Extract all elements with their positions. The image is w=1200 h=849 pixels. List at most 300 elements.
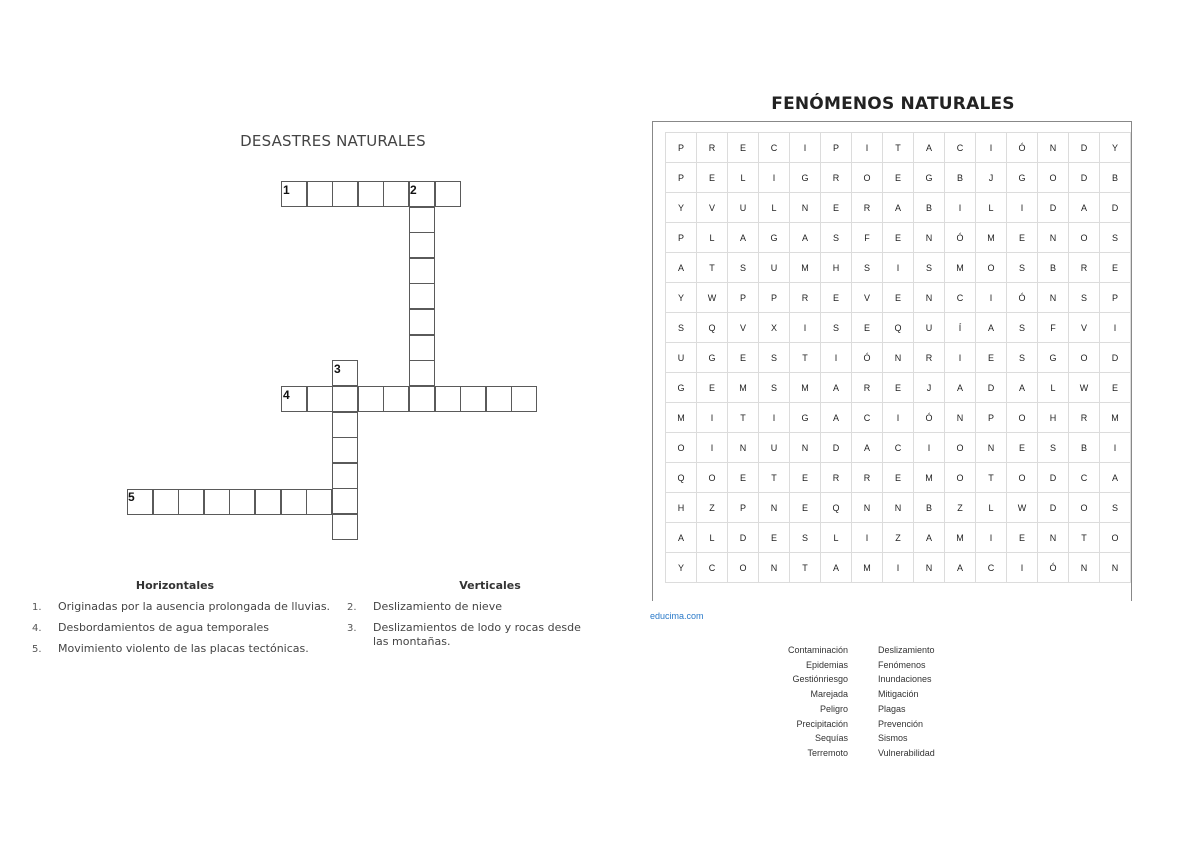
crossword-cell[interactable] [332, 437, 358, 463]
wordsearch-letter[interactable]: N [1069, 553, 1100, 583]
wordsearch-letter[interactable]: N [1038, 223, 1069, 253]
crossword-cell[interactable] [153, 489, 179, 515]
wordsearch-letter[interactable]: A [945, 373, 976, 403]
wordsearch-letter[interactable]: A [1100, 463, 1131, 493]
wordsearch-letter[interactable]: I [759, 403, 790, 433]
wordsearch-letter[interactable]: F [852, 223, 883, 253]
wordsearch-letter[interactable]: H [666, 493, 697, 523]
wordsearch-letter[interactable]: M [976, 223, 1007, 253]
wordsearch-letter[interactable]: T [1069, 523, 1100, 553]
vertical-clues [347, 600, 597, 656]
clue-num: 2. [347, 602, 357, 613]
wordsearch-letter[interactable]: R [1069, 253, 1100, 283]
crossword-cell[interactable] [307, 181, 333, 207]
clue-number-5: 5 [128, 490, 135, 504]
wordsearch-letter[interactable]: Ó [852, 343, 883, 373]
crossword-cell[interactable] [409, 283, 435, 309]
wordsearch-letter[interactable]: B [1100, 163, 1131, 193]
wordsearch-letter[interactable]: D [1100, 343, 1131, 373]
wordsearch-letter[interactable]: I [1100, 313, 1131, 343]
wordsearch-letter[interactable]: Ó [1007, 283, 1038, 313]
wordsearch-letter[interactable]: E [728, 133, 759, 163]
wordsearch-letter[interactable]: G [666, 373, 697, 403]
wordsearch-row [666, 283, 1131, 313]
wordsearch-letter[interactable]: I [945, 193, 976, 223]
wordsearch-letter[interactable]: O [1069, 493, 1100, 523]
wordsearch-letter[interactable]: C [759, 133, 790, 163]
wordsearch-letter[interactable]: E [821, 193, 852, 223]
wordsearch-letter[interactable]: U [728, 193, 759, 223]
word-item: Prevención [878, 718, 924, 729]
wordsearch-letter[interactable]: T [728, 403, 759, 433]
wordsearch-letter[interactable]: Z [883, 523, 914, 553]
wordsearch-letter[interactable]: J [976, 163, 1007, 193]
wordsearch-letter[interactable]: D [1069, 163, 1100, 193]
wordsearch-letter[interactable]: I [883, 553, 914, 583]
wordsearch-letter[interactable]: M [945, 523, 976, 553]
wordsearch-letter[interactable]: D [1038, 493, 1069, 523]
wordsearch-letter[interactable]: N [759, 493, 790, 523]
wordsearch-letter[interactable]: E [1100, 373, 1131, 403]
wordsearch-letter[interactable]: S [1069, 283, 1100, 313]
wordsearch-letter[interactable]: B [1038, 253, 1069, 283]
wordsearch-row [666, 463, 1131, 493]
wordsearch-letter[interactable]: P [821, 133, 852, 163]
wordsearch-letter[interactable]: S [821, 223, 852, 253]
wordsearch-letter[interactable]: S [821, 313, 852, 343]
wordsearch-letter[interactable]: T [759, 463, 790, 493]
wordsearch-letter[interactable]: P [759, 283, 790, 313]
wordsearch-letter[interactable]: Y [666, 193, 697, 223]
wordsearch-letter[interactable]: I [821, 343, 852, 373]
wordsearch-letter[interactable]: P [666, 133, 697, 163]
wordsearch-letter[interactable]: I [883, 403, 914, 433]
wordsearch-letter[interactable]: R [1069, 403, 1100, 433]
wordsearch-letter[interactable]: L [1038, 373, 1069, 403]
word-list-right [878, 643, 988, 761]
horizontal-heading: Horizontales [135, 579, 215, 592]
wordsearch-letter[interactable]: I [852, 133, 883, 163]
wordsearch-letter[interactable]: Í [945, 313, 976, 343]
wordsearch-row [666, 523, 1131, 553]
wordsearch-letter[interactable]: G [697, 343, 728, 373]
crossword-cell[interactable] [358, 181, 384, 207]
wordsearch-letter[interactable]: A [914, 133, 945, 163]
wordsearch-letter[interactable]: N [759, 553, 790, 583]
wordsearch-letter[interactable]: T [790, 343, 821, 373]
wordsearch-letter[interactable]: A [666, 253, 697, 283]
wordsearch-letter[interactable]: O [945, 433, 976, 463]
wordsearch-letter[interactable]: I [1007, 193, 1038, 223]
wordsearch-letter[interactable]: T [883, 133, 914, 163]
wordsearch-letter[interactable]: S [1100, 223, 1131, 253]
word-item: Inundaciones [878, 674, 932, 685]
wordsearch-letter[interactable]: O [728, 553, 759, 583]
wordsearch-row [666, 133, 1131, 163]
wordsearch-row [666, 343, 1131, 373]
wordsearch-letter[interactable]: B [914, 493, 945, 523]
wordsearch-letter[interactable]: L [728, 163, 759, 193]
wordsearch-letter[interactable]: R [821, 163, 852, 193]
wordsearch-letter[interactable]: V [852, 283, 883, 313]
wordsearch-letter[interactable]: G [790, 163, 821, 193]
wordsearch-letter[interactable]: C [945, 283, 976, 313]
clue-text: Originadas por la ausencia prolongada de lluvias. [58, 600, 331, 613]
wordsearch-letter[interactable]: S [1007, 313, 1038, 343]
wordsearch-letter[interactable]: O [852, 163, 883, 193]
wordsearch-frame [652, 121, 1132, 601]
wordsearch-letter[interactable]: V [1069, 313, 1100, 343]
crossword-cell[interactable] [409, 258, 435, 284]
wordsearch-letter[interactable]: N [976, 433, 1007, 463]
crossword-cell[interactable] [332, 412, 358, 438]
wordsearch-letter[interactable]: O [945, 463, 976, 493]
clue-number-2: 2 [410, 183, 417, 197]
wordsearch-letter[interactable]: R [790, 283, 821, 313]
wordsearch-letter[interactable]: A [821, 373, 852, 403]
wordsearch-letter[interactable]: R [697, 133, 728, 163]
wordsearch-letter[interactable]: D [821, 433, 852, 463]
crossword-cell[interactable] [281, 489, 307, 515]
wordsearch-letter[interactable]: Y [666, 283, 697, 313]
wordsearch-letter[interactable]: A [914, 523, 945, 553]
wordsearch-letter[interactable]: S [1007, 253, 1038, 283]
word-item: Sequías [814, 733, 848, 744]
crossword-cell[interactable] [409, 207, 435, 233]
wordsearch-letter[interactable]: A [1069, 193, 1100, 223]
wordsearch-letter[interactable]: L [697, 223, 728, 253]
wordsearch-letter[interactable]: M [790, 373, 821, 403]
wordsearch-letter[interactable]: D [728, 523, 759, 553]
wordsearch-letter[interactable]: E [883, 223, 914, 253]
word-item: Fenómenos [878, 659, 926, 670]
crossword-cell[interactable] [511, 386, 537, 412]
wordsearch-letter[interactable]: O [666, 433, 697, 463]
wordsearch-letter[interactable]: L [976, 493, 1007, 523]
wordsearch-letter[interactable]: N [1038, 133, 1069, 163]
wordsearch-letter[interactable]: M [666, 403, 697, 433]
clue-text: Desbordamientos de agua temporales [58, 621, 270, 634]
wordsearch-letter[interactable]: I [790, 133, 821, 163]
wordsearch-letter[interactable]: N [852, 493, 883, 523]
wordsearch-letter[interactable]: I [759, 163, 790, 193]
clue-num: 1. [32, 602, 42, 613]
wordsearch-letter[interactable]: R [914, 343, 945, 373]
wordsearch-letter[interactable]: S [852, 253, 883, 283]
wordsearch-letter[interactable]: N [883, 343, 914, 373]
wordsearch-letter[interactable]: P [1100, 283, 1131, 313]
wordsearch-letter[interactable]: N [790, 433, 821, 463]
wordsearch-letter[interactable]: N [790, 193, 821, 223]
wordsearch-letter[interactable]: N [914, 553, 945, 583]
word-item: Epidemias [805, 659, 848, 670]
wordsearch-letter[interactable]: E [728, 343, 759, 373]
wordsearch-letter[interactable]: E [976, 343, 1007, 373]
wordsearch-letter[interactable]: E [883, 463, 914, 493]
wordsearch-letter[interactable]: I [976, 133, 1007, 163]
wordsearch-letter[interactable]: E [821, 283, 852, 313]
wordsearch-letter[interactable]: E [1100, 253, 1131, 283]
wordsearch-letter[interactable]: I [852, 523, 883, 553]
crossword-cell[interactable] [358, 386, 384, 412]
wordsearch-letter[interactable]: I [883, 253, 914, 283]
wordsearch-letter[interactable]: E [697, 163, 728, 193]
wordsearch-letter[interactable]: T [697, 253, 728, 283]
wordsearch-letter[interactable]: B [914, 193, 945, 223]
crossword-cell[interactable] [306, 489, 332, 515]
wordsearch-letter[interactable]: B [945, 163, 976, 193]
wordsearch-letter[interactable]: D [1069, 133, 1100, 163]
wordsearch-letter[interactable]: A [790, 223, 821, 253]
wordsearch-letter[interactable]: M [790, 253, 821, 283]
wordsearch-row [666, 403, 1131, 433]
wordsearch-letter[interactable]: E [1007, 433, 1038, 463]
wordsearch-letter[interactable]: N [914, 283, 945, 313]
wordsearch-letter[interactable]: I [1100, 433, 1131, 463]
wordsearch-letter[interactable]: E [697, 373, 728, 403]
crossword-cell[interactable] [409, 309, 435, 335]
crossword-cell[interactable] [409, 232, 435, 258]
wordsearch-letter[interactable]: S [759, 343, 790, 373]
wordsearch-letter[interactable]: R [852, 193, 883, 223]
wordsearch-letter[interactable]: C [945, 133, 976, 163]
wordsearch-letter[interactable]: B [1069, 433, 1100, 463]
crossword-cell[interactable] [332, 514, 358, 540]
wordsearch-letter[interactable]: N [1038, 283, 1069, 313]
wordsearch-letter[interactable]: M [852, 553, 883, 583]
wordsearch-title: FENÓMENOS NATURALES [771, 94, 1015, 114]
wordsearch-letter[interactable]: S [759, 373, 790, 403]
clue-number-1: 1 [283, 183, 290, 197]
wordsearch-letter[interactable]: J [914, 373, 945, 403]
wordsearch-letter[interactable]: A [728, 223, 759, 253]
wordsearch-letter[interactable]: H [1038, 403, 1069, 433]
word-item: Sismos [878, 733, 908, 744]
wordsearch-letter[interactable]: E [1007, 523, 1038, 553]
wordsearch-letter[interactable]: O [1069, 223, 1100, 253]
wordsearch-letter[interactable]: Z [697, 493, 728, 523]
wordsearch-letter[interactable]: D [1038, 463, 1069, 493]
crossword-cell[interactable] [332, 386, 358, 412]
wordsearch-letter[interactable]: S [914, 253, 945, 283]
clue-item [32, 642, 332, 656]
wordsearch-letter[interactable]: A [1007, 373, 1038, 403]
crossword-cell[interactable] [178, 489, 204, 515]
crossword-cell[interactable] [409, 335, 435, 361]
wordsearch-row [666, 553, 1131, 583]
wordsearch-letter[interactable]: I [697, 403, 728, 433]
crossword-cell[interactable] [332, 181, 358, 207]
wordsearch-letter[interactable]: C [976, 553, 1007, 583]
wordsearch-letter[interactable]: D [976, 373, 1007, 403]
crossword-cell[interactable] [383, 181, 409, 207]
wordsearch-letter[interactable]: A [945, 553, 976, 583]
crossword-cell[interactable] [486, 386, 512, 412]
wordsearch-letter[interactable]: Y [666, 553, 697, 583]
wordsearch-letter[interactable]: W [697, 283, 728, 313]
wordsearch-letter[interactable]: E [883, 283, 914, 313]
wordsearch-letter[interactable]: S [728, 253, 759, 283]
wordsearch-letter[interactable]: C [697, 553, 728, 583]
wordsearch-letter[interactable]: G [1038, 343, 1069, 373]
word-item: Peligro [819, 703, 848, 714]
crossword-cell[interactable] [460, 386, 486, 412]
wordsearch-letter[interactable]: A [666, 523, 697, 553]
wordsearch-letter[interactable]: A [852, 433, 883, 463]
wordsearch-letter[interactable]: I [945, 343, 976, 373]
wordsearch-letter[interactable]: O [1007, 403, 1038, 433]
wordsearch-letter[interactable]: Q [697, 313, 728, 343]
wordsearch-letter[interactable]: M [914, 463, 945, 493]
crossword-cell[interactable] [255, 489, 281, 515]
wordsearch-letter[interactable]: I [914, 433, 945, 463]
crossword-cell[interactable] [229, 489, 255, 515]
wordsearch-letter[interactable]: Q [666, 463, 697, 493]
crossword-cell[interactable] [409, 360, 435, 386]
wordsearch-letter[interactable]: Ó [914, 403, 945, 433]
horizontal-clues [32, 600, 332, 663]
wordsearch-letter[interactable]: P [666, 163, 697, 193]
wordsearch-letter[interactable]: U [666, 343, 697, 373]
word-item: Plagas [878, 703, 906, 714]
wordsearch-letter[interactable]: P [728, 283, 759, 313]
wordsearch-letter[interactable]: L [976, 193, 1007, 223]
clue-text: Deslizamientos de lodo y rocas desde las montañas. [373, 621, 581, 648]
wordsearch-letter[interactable]: P [728, 493, 759, 523]
wordsearch-letter[interactable]: G [790, 403, 821, 433]
wordsearch-letter[interactable]: G [759, 223, 790, 253]
wordsearch-letter[interactable]: S [666, 313, 697, 343]
wordsearch-letter[interactable]: L [759, 193, 790, 223]
wordsearch-letter[interactable]: I [1007, 553, 1038, 583]
wordsearch-letter[interactable]: I [976, 523, 1007, 553]
wordsearch-letter[interactable]: N [883, 493, 914, 523]
word-item: Gestiónriesgo [792, 674, 848, 685]
clue-item [347, 600, 597, 614]
wordsearch-letter[interactable]: Ó [1007, 133, 1038, 163]
wordsearch-letter[interactable]: Ó [945, 223, 976, 253]
wordsearch-letter[interactable]: E [790, 463, 821, 493]
wordsearch-letter[interactable]: A [976, 313, 1007, 343]
wordsearch-letter[interactable]: N [945, 403, 976, 433]
wordsearch-letter[interactable]: A [821, 403, 852, 433]
wordsearch-letter[interactable]: Q [883, 313, 914, 343]
wordsearch-letter[interactable]: E [1007, 223, 1038, 253]
wordsearch-letter[interactable]: O [976, 253, 1007, 283]
wordsearch-letter[interactable]: E [883, 373, 914, 403]
wordsearch-letter[interactable]: R [821, 463, 852, 493]
wordsearch-grid [665, 132, 1131, 583]
wordsearch-letter[interactable]: O [697, 463, 728, 493]
wordsearch-letter[interactable]: W [1069, 373, 1100, 403]
clue-item [347, 621, 597, 649]
wordsearch-letter[interactable]: Z [945, 493, 976, 523]
wordsearch-letter[interactable]: L [821, 523, 852, 553]
wordsearch-letter[interactable]: A [821, 553, 852, 583]
wordsearch-letter[interactable]: S [1100, 493, 1131, 523]
word-item: Deslizamiento [878, 645, 935, 655]
wordsearch-letter[interactable]: T [790, 553, 821, 583]
wordsearch-letter[interactable]: S [1007, 343, 1038, 373]
wordsearch-letter[interactable]: N [1038, 523, 1069, 553]
wordsearch-letter[interactable]: F [1038, 313, 1069, 343]
wordsearch-letter[interactable]: O [1100, 523, 1131, 553]
wordsearch-letter[interactable]: M [728, 373, 759, 403]
wordsearch-letter[interactable]: V [697, 193, 728, 223]
crossword-cell[interactable] [409, 386, 435, 412]
wordsearch-letter[interactable]: R [852, 463, 883, 493]
wordsearch-letter[interactable]: U [759, 253, 790, 283]
wordsearch-letter[interactable]: N [1100, 553, 1131, 583]
wordsearch-letter[interactable]: U [759, 433, 790, 463]
wordsearch-letter[interactable]: T [976, 463, 1007, 493]
wordsearch-letter[interactable]: E [852, 313, 883, 343]
wordsearch-letter[interactable]: E [759, 523, 790, 553]
wordsearch-letter[interactable]: E [790, 493, 821, 523]
wordsearch-letter[interactable]: A [883, 193, 914, 223]
wordsearch-letter[interactable]: X [759, 313, 790, 343]
wordsearch-letter[interactable]: L [697, 523, 728, 553]
crossword-cell[interactable] [332, 463, 358, 489]
wordsearch-row [666, 313, 1131, 343]
crossword-cell[interactable] [204, 489, 230, 515]
wordsearch-letter[interactable]: O [1038, 163, 1069, 193]
wordsearch-letter[interactable]: P [976, 403, 1007, 433]
wordsearch-letter[interactable]: C [852, 403, 883, 433]
wordsearch-letter[interactable]: N [728, 433, 759, 463]
word-item: Contaminación [787, 645, 848, 655]
credit-link[interactable]: educima.com [650, 611, 704, 621]
wordsearch-letter[interactable]: V [728, 313, 759, 343]
wordsearch-letter[interactable]: D [1038, 193, 1069, 223]
wordsearch-letter[interactable]: P [666, 223, 697, 253]
wordsearch-row [666, 223, 1131, 253]
crossword-cell[interactable] [435, 181, 461, 207]
wordsearch-row [666, 433, 1131, 463]
wordsearch-letter[interactable]: S [1038, 433, 1069, 463]
wordsearch-letter[interactable]: I [976, 283, 1007, 313]
wordsearch-letter[interactable]: N [914, 223, 945, 253]
wordsearch-letter[interactable]: W [1007, 493, 1038, 523]
wordsearch-letter[interactable]: O [1069, 343, 1100, 373]
wordsearch-letter[interactable]: G [914, 163, 945, 193]
wordsearch-letter[interactable]: O [1007, 463, 1038, 493]
wordsearch-letter[interactable]: C [883, 433, 914, 463]
wordsearch-letter[interactable]: I [697, 433, 728, 463]
wordsearch-letter[interactable]: E [883, 163, 914, 193]
crossword-cell[interactable] [332, 488, 358, 514]
word-list-left [760, 643, 848, 761]
wordsearch-letter[interactable]: Q [821, 493, 852, 523]
wordsearch-letter[interactable]: R [852, 373, 883, 403]
wordsearch-letter[interactable]: M [945, 253, 976, 283]
wordsearch-letter[interactable]: U [914, 313, 945, 343]
crossword-grid [0, 0, 600, 560]
wordsearch-letter[interactable]: H [821, 253, 852, 283]
wordsearch-letter[interactable]: E [728, 463, 759, 493]
wordsearch-letter[interactable]: M [1100, 403, 1131, 433]
wordsearch-letter[interactable]: Ó [1038, 553, 1069, 583]
crossword-cell[interactable] [383, 386, 409, 412]
wordsearch-letter[interactable]: C [1069, 463, 1100, 493]
crossword-cell[interactable] [435, 386, 461, 412]
crossword-cell[interactable] [307, 386, 333, 412]
wordsearch-letter[interactable]: S [790, 523, 821, 553]
wordsearch-letter[interactable]: G [1007, 163, 1038, 193]
wordsearch-letter[interactable]: D [1100, 193, 1131, 223]
wordsearch-letter[interactable]: I [790, 313, 821, 343]
wordsearch-letter[interactable]: Y [1100, 133, 1131, 163]
